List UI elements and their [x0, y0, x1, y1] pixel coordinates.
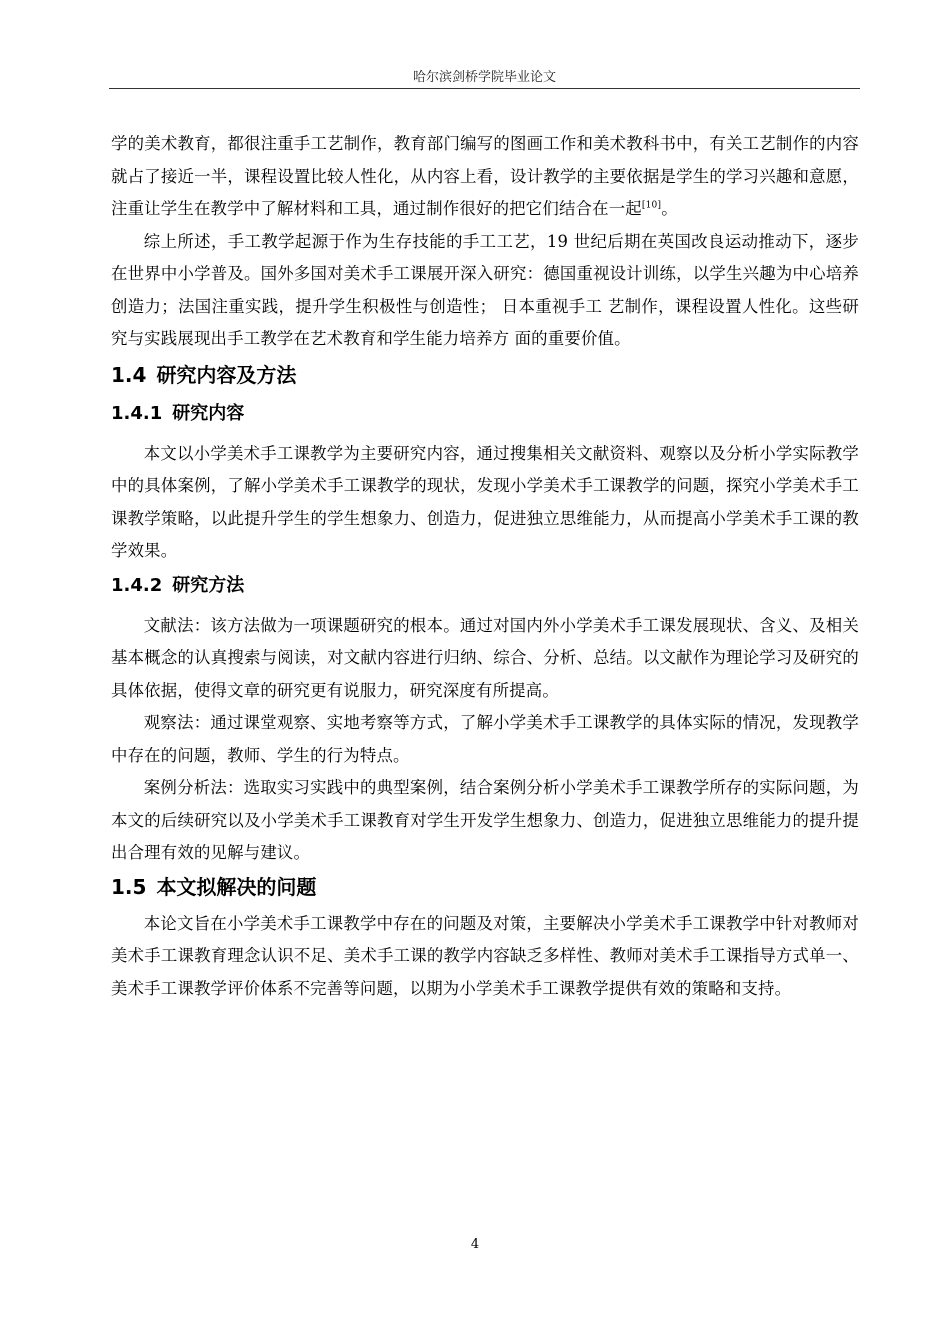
subsection-heading-1-4-2 — [111, 568, 859, 610]
section-number: 1.4.2 — [111, 574, 163, 596]
header-rule — [109, 88, 860, 89]
section-heading-1-4 — [111, 356, 859, 400]
paragraph-observation-method: 观察法：通过课堂观察、实地考察等方式，了解小学美术手工课教学的具体实际的情况，发现教学中存在的问题，教师、学生的行为特点。 — [111, 713, 859, 765]
section-title: 研究内容及方法 — [156, 362, 297, 387]
section-title: 本文拟解决的问题 — [156, 874, 317, 899]
paragraph-literature-method: 文献法：该方法做为一项课题研究的根本。通过对国内外小学美术手工课发展现状、含义、及相关基本概念的认真搜索与阅读，对文献内容进行归纳、综合、分析、总结。以文献作为理论学习及研究的具体依据，使得文章的研究更有说服力，研究深度有所提高。 — [111, 615, 859, 700]
section-number: 1.4.1 — [111, 402, 163, 424]
paragraph-case-method: 案例分析法：选取实习实践中的典型案例，结合案例分析小学美术手工课教学所存的实际问题，为本文的后续研究以及小学美术手工课教育对学生开发学生想象力、创造力，促进独立思维能力的提升提出合理有效的见解与建议。 — [111, 778, 859, 862]
page-number: 4 — [470, 1237, 480, 1252]
paragraph-continued — [111, 128, 859, 226]
paragraph-end: 。 — [661, 199, 678, 218]
page-body — [111, 128, 859, 1005]
section-number: 1.5 — [111, 874, 147, 899]
section-number: 1.4 — [111, 362, 147, 387]
paragraph-summary: 综上所述，手工教学起源于作为生存技能的手工工艺，19 世纪后期在英国改良运动推动下，逐步在世界中小学普及。国外多国对美术手工课展开深入研究：德国重视设计训练，以学生兴趣为中心培养创造力；法国注重实践，提升学生积极性与创造性； 日本重视手工 艺制作，课程设置人性化。这些研究与实践展现出手工教学在艺术教育和学生能力培养方 面的重要价值。 — [111, 231, 859, 348]
paragraph-research-content: 本文以小学美术手工课教学为主要研究内容，通过搜集相关文献资料、观察以及分析小学实际教学中的具体案例，了解小学美术手工课教学的现状，发现小学美术手工课教学的问题，探究小学美术手工课教学策略，以此提升学生的学生想象力、创造力，促进独立思维能力，从而提高小学美术手工课的教学效果。 — [111, 443, 859, 560]
subsection-heading-1-4-1 — [111, 400, 859, 438]
section-title: 研究内容 — [172, 402, 245, 424]
paragraph-problems: 本论文旨在小学美术手工课教学中存在的问题及对策，主要解决小学美术手工课教学中针对教师对美术手工课教育理念认识不足、美术手工课的教学内容缺乏多样性、教师对美术手工课指导方式单一、美术手工课教学评价体系不完善等问题，以期为小学美术手工课教学提供有效的策略和支持。 — [111, 913, 859, 998]
citation-ref: [10] — [641, 200, 662, 211]
section-heading-1-5 — [111, 870, 859, 908]
paragraph-text: 学的美术教育，都很注重手工艺制作，教育部门编写的图画工作和美术教科书中，有关工艺制作的内容就占了接近一半，课程设置比较人性化，从内容上看，设计教学的主要依据是学生的学习兴趣和意愿，注重让学生在教学中了解材料和工具，通过制作很好的把它们结合在一起 — [111, 134, 859, 218]
running-header: 哈尔滨剑桥学院毕业论文 — [412, 70, 556, 85]
section-title: 研究方法 — [172, 574, 245, 596]
